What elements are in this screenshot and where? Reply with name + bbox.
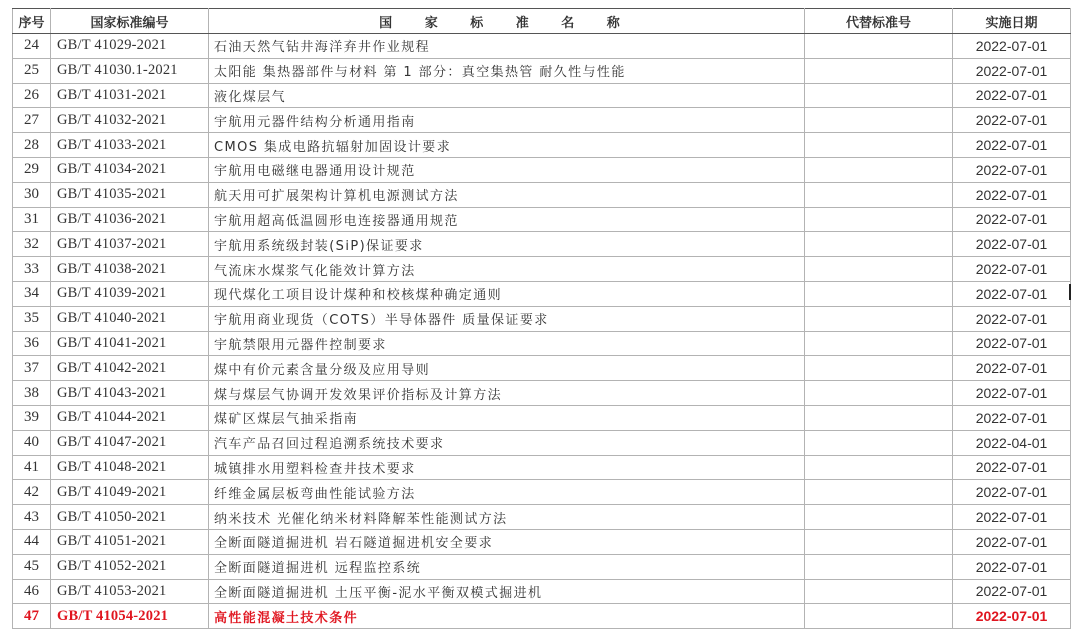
row-seq: 31 (13, 207, 51, 232)
row-seq: 25 (13, 58, 51, 83)
row-code: GB/T 41052-2021 (51, 554, 209, 579)
row-seq: 37 (13, 356, 51, 381)
table-body (13, 34, 1071, 629)
row-seq: 26 (13, 83, 51, 108)
row-name: 汽车产品召回过程追溯系统技术要求 (209, 430, 805, 455)
row-code: GB/T 41042-2021 (51, 356, 209, 381)
header-name: 国 家 标 准 名 称 (209, 9, 805, 34)
row-date: 2022-07-01 (953, 505, 1071, 530)
row-name: 石油天然气钻井海洋弃井作业规程 (209, 34, 805, 59)
header-seq: 序号 (13, 9, 51, 34)
row-seq: 36 (13, 331, 51, 356)
row-seq: 43 (13, 505, 51, 530)
row-seq: 35 (13, 306, 51, 331)
row-name: 煤矿区煤层气抽采指南 (209, 405, 805, 430)
row-code: GB/T 41036-2021 (51, 207, 209, 232)
row-name: 城镇排水用塑料检查井技术要求 (209, 455, 805, 480)
row-replaced (805, 455, 953, 480)
row-date: 2022-07-01 (953, 157, 1071, 182)
row-name: 全断面隧道掘进机 岩石隧道掘进机安全要求 (209, 529, 805, 554)
table-row (13, 83, 1071, 108)
row-code: GB/T 41044-2021 (51, 405, 209, 430)
row-replaced (805, 232, 953, 257)
row-seq: 32 (13, 232, 51, 257)
row-replaced (805, 505, 953, 530)
row-name: 煤中有价元素含量分级及应用导则 (209, 356, 805, 381)
row-replaced (805, 83, 953, 108)
row-seq: 27 (13, 108, 51, 133)
table-row (13, 108, 1071, 133)
row-code: GB/T 41048-2021 (51, 455, 209, 480)
row-date: 2022-07-01 (953, 133, 1071, 158)
row-replaced (805, 157, 953, 182)
row-seq: 33 (13, 257, 51, 282)
row-replaced (805, 207, 953, 232)
row-code: GB/T 41049-2021 (51, 480, 209, 505)
table-row (13, 34, 1071, 59)
table-header-row (13, 9, 1071, 34)
row-replaced (805, 257, 953, 282)
row-code: GB/T 41032-2021 (51, 108, 209, 133)
row-seq: 46 (13, 579, 51, 604)
row-name: 液化煤层气 (209, 83, 805, 108)
row-replaced (805, 306, 953, 331)
row-code: GB/T 41051-2021 (51, 529, 209, 554)
row-seq: 24 (13, 34, 51, 59)
row-name: 现代煤化工项目设计煤种和校核煤种确定通则 (209, 281, 805, 306)
table-row (13, 157, 1071, 182)
row-seq: 41 (13, 455, 51, 480)
row-code: GB/T 41050-2021 (51, 505, 209, 530)
row-code: GB/T 41037-2021 (51, 232, 209, 257)
table-row (13, 306, 1071, 331)
table-row (13, 554, 1071, 579)
row-seq: 42 (13, 480, 51, 505)
row-replaced (805, 108, 953, 133)
row-name: 航天用可扩展架构计算机电源测试方法 (209, 182, 805, 207)
row-date: 2022-07-01 (953, 331, 1071, 356)
page-edge-marker (1069, 284, 1071, 300)
row-replaced (805, 554, 953, 579)
row-date: 2022-07-01 (953, 306, 1071, 331)
header-code: 国家标准编号 (51, 9, 209, 34)
row-date: 2022-07-01 (953, 604, 1071, 629)
row-name: 纤维金属层板弯曲性能试验方法 (209, 480, 805, 505)
row-date: 2022-07-01 (953, 480, 1071, 505)
row-date: 2022-07-01 (953, 356, 1071, 381)
row-code: GB/T 41041-2021 (51, 331, 209, 356)
row-code: GB/T 41043-2021 (51, 381, 209, 406)
row-replaced (805, 331, 953, 356)
row-code: GB/T 41053-2021 (51, 579, 209, 604)
row-replaced (805, 604, 953, 629)
row-replaced (805, 405, 953, 430)
table-row (13, 505, 1071, 530)
row-seq: 39 (13, 405, 51, 430)
row-date: 2022-07-01 (953, 554, 1071, 579)
row-seq: 29 (13, 157, 51, 182)
row-name: 宇航用电磁继电器通用设计规范 (209, 157, 805, 182)
row-date: 2022-07-01 (953, 529, 1071, 554)
row-code: GB/T 41038-2021 (51, 257, 209, 282)
row-seq: 38 (13, 381, 51, 406)
standards-table-container (12, 8, 1071, 629)
row-name: 气流床水煤浆气化能效计算方法 (209, 257, 805, 282)
table-row (13, 281, 1071, 306)
table-row (13, 356, 1071, 381)
row-name: CMOS 集成电路抗辐射加固设计要求 (209, 133, 805, 158)
row-date: 2022-07-01 (953, 83, 1071, 108)
row-code: GB/T 41033-2021 (51, 133, 209, 158)
table-row (13, 257, 1071, 282)
row-name: 太阳能 集热器部件与材料 第 1 部分：真空集热管 耐久性与性能 (209, 58, 805, 83)
table-row (13, 182, 1071, 207)
table-row (13, 455, 1071, 480)
row-name: 宇航用商业现货（COTS）半导体器件 质量保证要求 (209, 306, 805, 331)
row-name: 纳米技术 光催化纳米材料降解苯性能测试方法 (209, 505, 805, 530)
row-date: 2022-04-01 (953, 430, 1071, 455)
row-date: 2022-07-01 (953, 257, 1071, 282)
row-date: 2022-07-01 (953, 58, 1071, 83)
table-row (13, 207, 1071, 232)
row-name: 宇航用系统级封装(SiP)保证要求 (209, 232, 805, 257)
row-date: 2022-07-01 (953, 455, 1071, 480)
row-replaced (805, 529, 953, 554)
standards-table (12, 8, 1071, 629)
row-code: GB/T 41031-2021 (51, 83, 209, 108)
row-name: 宇航用元器件结构分析通用指南 (209, 108, 805, 133)
row-code: GB/T 41034-2021 (51, 157, 209, 182)
row-date: 2022-07-01 (953, 34, 1071, 59)
row-code: GB/T 41040-2021 (51, 306, 209, 331)
row-name: 全断面隧道掘进机 远程监控系统 (209, 554, 805, 579)
row-date: 2022-07-01 (953, 207, 1071, 232)
row-seq: 40 (13, 430, 51, 455)
table-row (13, 232, 1071, 257)
row-replaced (805, 182, 953, 207)
row-code: GB/T 41054-2021 (51, 604, 209, 629)
header-replaced: 代替标准号 (805, 9, 953, 34)
table-row (13, 58, 1071, 83)
row-date: 2022-07-01 (953, 108, 1071, 133)
row-replaced (805, 430, 953, 455)
row-name: 宇航禁限用元器件控制要求 (209, 331, 805, 356)
row-name: 煤与煤层气协调开发效果评价指标及计算方法 (209, 381, 805, 406)
table-row (13, 405, 1071, 430)
row-date: 2022-07-01 (953, 232, 1071, 257)
row-seq: 28 (13, 133, 51, 158)
table-row (13, 133, 1071, 158)
row-date: 2022-07-01 (953, 405, 1071, 430)
row-replaced (805, 480, 953, 505)
row-seq: 45 (13, 554, 51, 579)
row-replaced (805, 381, 953, 406)
row-code: GB/T 41030.1-2021 (51, 58, 209, 83)
row-code: GB/T 41029-2021 (51, 34, 209, 59)
row-date: 2022-07-01 (953, 579, 1071, 604)
table-row (13, 579, 1071, 604)
row-replaced (805, 133, 953, 158)
row-seq: 47 (13, 604, 51, 629)
table-row (13, 529, 1071, 554)
table-row (13, 480, 1071, 505)
row-replaced (805, 579, 953, 604)
table-row (13, 381, 1071, 406)
row-seq: 34 (13, 281, 51, 306)
row-replaced (805, 281, 953, 306)
row-seq: 30 (13, 182, 51, 207)
row-replaced (805, 356, 953, 381)
row-replaced (805, 58, 953, 83)
row-name: 宇航用超高低温圆形电连接器通用规范 (209, 207, 805, 232)
header-date: 实施日期 (953, 9, 1071, 34)
table-row (13, 604, 1071, 629)
row-date: 2022-07-01 (953, 182, 1071, 207)
row-name: 高性能混凝土技术条件 (209, 604, 805, 629)
row-code: GB/T 41047-2021 (51, 430, 209, 455)
row-date: 2022-07-01 (953, 281, 1071, 306)
row-code: GB/T 41035-2021 (51, 182, 209, 207)
row-name: 全断面隧道掘进机 土压平衡-泥水平衡双模式掘进机 (209, 579, 805, 604)
table-row (13, 430, 1071, 455)
row-replaced (805, 34, 953, 59)
table-row (13, 331, 1071, 356)
row-date: 2022-07-01 (953, 381, 1071, 406)
row-code: GB/T 41039-2021 (51, 281, 209, 306)
row-seq: 44 (13, 529, 51, 554)
